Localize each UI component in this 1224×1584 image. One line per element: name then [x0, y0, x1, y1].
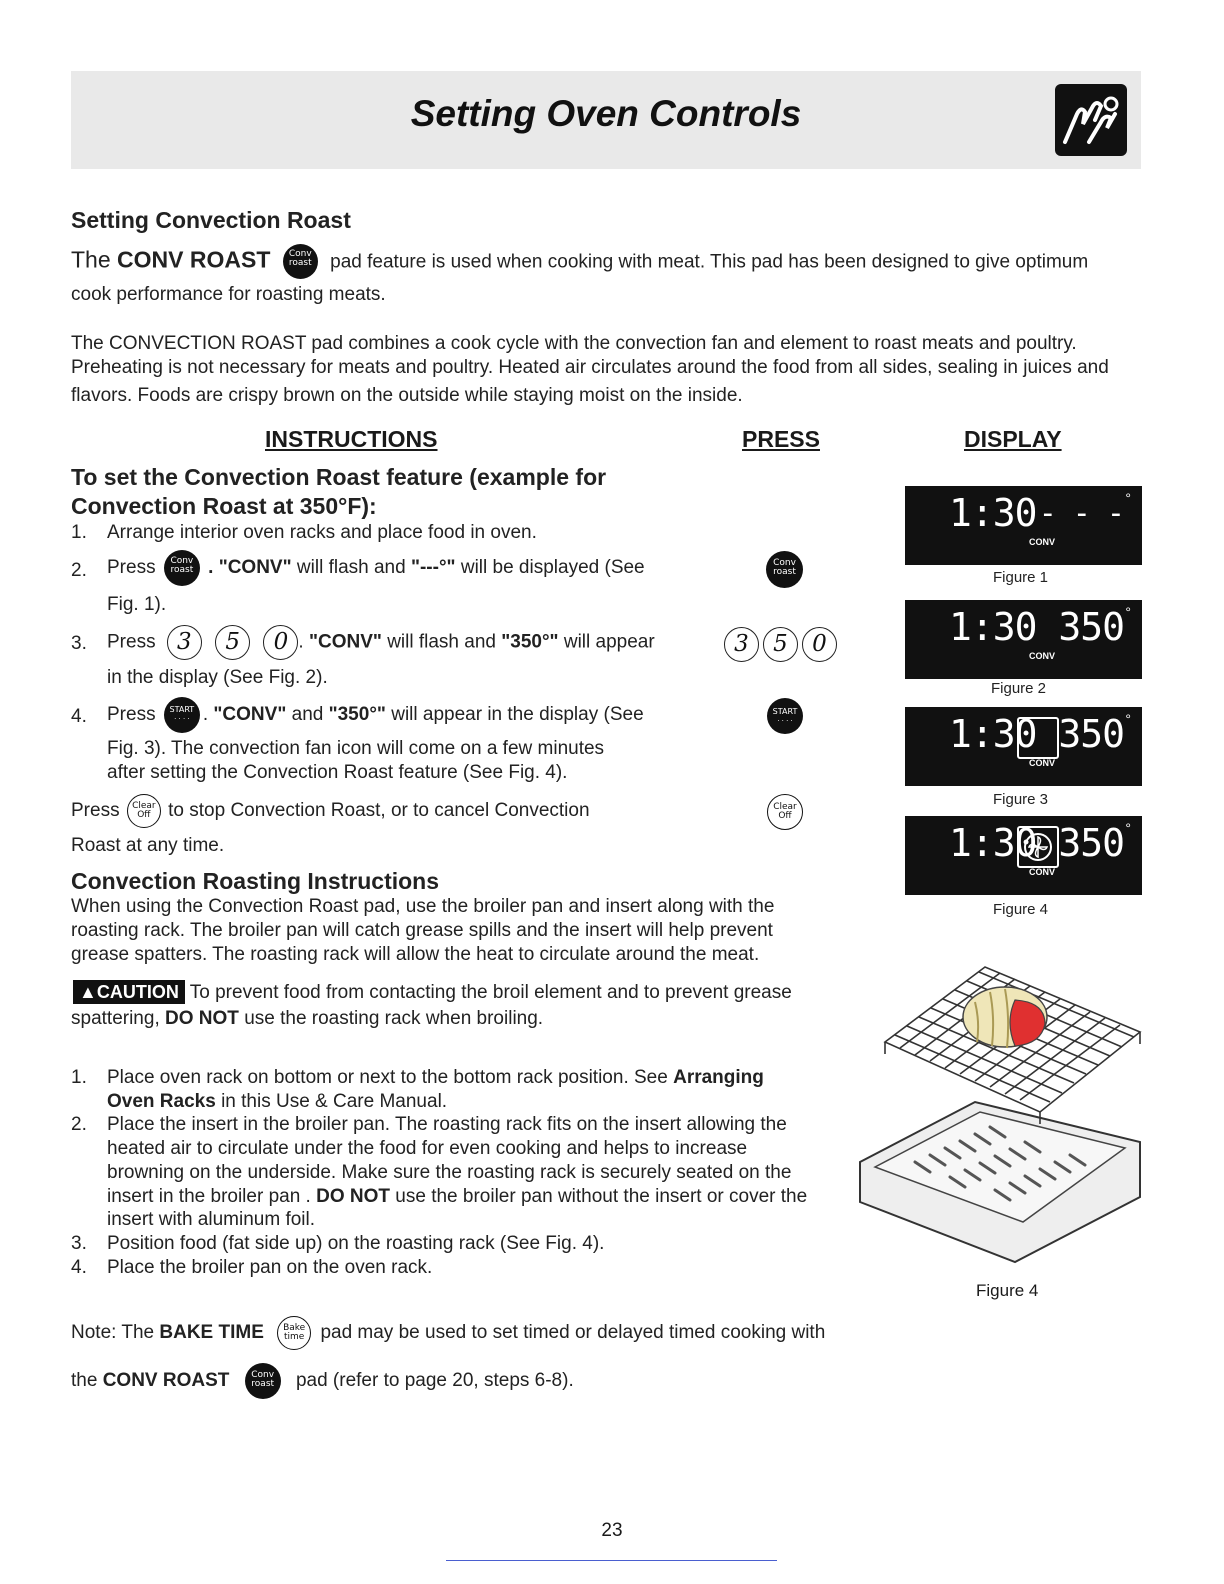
roasting-p-line3: grease spatters. The roasting rack will allow the heat to circulate around the meat. [71, 944, 760, 965]
caution-line2: spattering, DO NOT use the roasting rack when broiling. [71, 1008, 544, 1029]
figure-2-caption: Figure 2 [991, 680, 1047, 697]
start-pad-icon: START . . . . [164, 697, 200, 733]
step-4-line2: Fig. 3). The convection fan icon will come on a few minutes [107, 738, 605, 759]
conv-roast-pad-icon: Conv roast [164, 550, 200, 586]
broiler-pan-illustration [855, 962, 1145, 1274]
para2-line1: The CONVECTION ROAST pad combines a cook cycle with the convection fan and element to roast meats and poultry. [71, 333, 1077, 354]
section-title: Setting Convection Roast [71, 207, 351, 233]
step-4-number: 4. [71, 706, 87, 727]
figure-4-caption: Figure 4 [993, 901, 1049, 918]
inst-1-number: 1. [71, 1067, 87, 1088]
inst-2-line1: Place the insert in the broiler pan. The roasting rack fits on the insert allowing the [107, 1114, 787, 1135]
display-header: DISPLAY [964, 426, 1062, 452]
figure-3-caption: Figure 3 [993, 791, 1049, 808]
display-figure-2: 1:30 350 ° CONV [905, 600, 1142, 679]
bake-time-pad-icon: Bake time [277, 1316, 311, 1350]
inst-1-text: Place oven rack on bottom or next to the bottom rack position. See Arranging [107, 1067, 764, 1088]
inst-4-number: 4. [71, 1257, 87, 1278]
press-start-pad: START . . . . [767, 698, 803, 734]
display-figure-3: 1:30 350 ° CONV [905, 707, 1142, 786]
display-time: 1:30 [949, 821, 1037, 865]
conv-roast-pad-icon: Conv roast [245, 1363, 281, 1399]
step-2-text: Press Conv roast . "CONV" will flash and "---°" will be displayed (See [107, 550, 645, 586]
press-digits [724, 627, 837, 662]
conv-roast-pad-icon: Conv roast [283, 244, 318, 279]
press-header: PRESS [742, 426, 820, 452]
footer-link-rule [446, 1560, 777, 1561]
inst-2-number: 2. [71, 1114, 87, 1135]
display-temp: 350 [1058, 712, 1124, 756]
note-line1: Note: The BAKE TIME Bake time pad may be used to set timed or delayed timed cooking with [71, 1316, 825, 1350]
caution-badge: ▲CAUTION [73, 980, 185, 1004]
conv-roast-label: CONV ROAST [117, 246, 271, 273]
press-clear-off-pad: Clear Off [767, 794, 803, 830]
caution-line: ▲CAUTION To prevent food from contacting the broil element and to prevent grease [73, 980, 792, 1004]
digit-5-key: 5 [215, 625, 250, 660]
display-time: 1:30 [949, 712, 1037, 756]
inst-3-number: 3. [71, 1233, 87, 1254]
roasting-p-line1: When using the Convection Roast pad, use the broiler pan and insert along with the [71, 896, 775, 917]
step-3-text: Press 3 5 0 . "CONV" will flash and "350°" will appear [107, 625, 655, 660]
clear-off-pad-icon: Clear Off [127, 794, 161, 828]
display-mode-label: CONV [1029, 867, 1056, 877]
display-temp: 350 [1058, 821, 1124, 865]
intro-line2: cook performance for roasting meats. [71, 284, 386, 305]
roasting-title: Convection Roasting Instructions [71, 868, 440, 894]
convection-fan-icon [1017, 826, 1059, 868]
inst-1-line2: Oven Racks in this Use & Care Manual. [107, 1091, 448, 1112]
press-conv-roast-pad: Conv roast [766, 551, 803, 588]
para2-line2: Preheating is not necessary for meats and poultry. Heated air circulates around the food from all sides, sealing in juices and [71, 357, 1109, 378]
step-1-text: Arrange interior oven racks and place food in oven. [107, 522, 537, 543]
inst-4-text: Place the broiler pan on the oven rack. [107, 1257, 433, 1278]
step-3-line2: in the display (See Fig. 2). [107, 667, 328, 688]
digit-3-key: 3 [167, 625, 202, 660]
steps-heading-1: To set the Convection Roast feature (example for [71, 464, 607, 490]
figure-1-caption: Figure 1 [993, 569, 1049, 586]
display-mode-label: CONV [1029, 651, 1056, 661]
clear-line: Press Clear Off to stop Convection Roast, or to cancel Convection [71, 794, 590, 828]
step-3-number: 3. [71, 633, 87, 654]
display-figure-1: 1:30 - - - ° CONV [905, 486, 1142, 565]
display-temp: 350 [1058, 605, 1124, 649]
display-temp: - - - [1038, 496, 1124, 531]
inst-2-line4: insert in the broiler pan . DO NOT use the broiler pan without the insert or cover the [107, 1186, 808, 1207]
step-2-line2: Fig. 1). [107, 594, 167, 615]
digit-0-key: 0 [263, 625, 298, 660]
intro-prefix: The [71, 246, 118, 273]
inst-2-line3: browning on the underside. Make sure the roasting rack is securely seated on the [107, 1162, 792, 1183]
display-mode-label: CONV [1029, 537, 1056, 547]
intro-rest: pad feature is used when cooking with meat. This pad has been designed to give optimum [330, 251, 1089, 273]
page-title: Setting Oven Controls [410, 93, 802, 134]
hands-touch-icon [1055, 84, 1127, 156]
step-4-line3: after setting the Convection Roast feature (See Fig. 4). [107, 762, 568, 783]
display-time: 1:30 [949, 491, 1037, 535]
press-digit-3: 3 [724, 627, 759, 662]
step-4-text: Press START . . . . . "CONV" and "350°" will appear in the display (See [107, 697, 644, 733]
inst-2-line5: insert with aluminum foil. [107, 1209, 316, 1230]
press-digit-0: 0 [802, 627, 837, 662]
fan-icon-frame [1017, 717, 1059, 759]
steps-heading-2: Convection Roast at 350°F): [71, 493, 377, 519]
intro-line [71, 244, 1088, 279]
roasting-p-line2: roasting rack. The broiler pan will catch grease spills and the insert will help prevent [71, 920, 773, 941]
inst-3-text: Position food (fat side up) on the roasting rack (See Fig. 4). [107, 1233, 605, 1254]
step-2-number: 2. [71, 560, 87, 581]
page-number: 23 [601, 1520, 623, 1541]
note-line2: the CONV ROAST Conv roast pad (refer to page 20, steps 6-8). [71, 1363, 574, 1399]
inst-2-line2: heated air to circulate under the food for even cooking and helps to increase [107, 1138, 748, 1159]
instructions-header: INSTRUCTIONS [265, 426, 438, 452]
header-band [71, 71, 1141, 169]
display-time: 1:30 [949, 605, 1037, 649]
step-1-number: 1. [71, 522, 87, 543]
display-mode-label: CONV [1029, 758, 1056, 768]
para2-line3: flavors. Foods are crispy brown on the outside while staying moist on the inside. [71, 385, 743, 406]
display-figure-4: 1:30 350 ° CONV [905, 816, 1142, 895]
clear-line2: Roast at any time. [71, 835, 225, 856]
figure-4-illustration-caption: Figure 4 [976, 1281, 1039, 1300]
warning-icon: ▲ [79, 982, 97, 1002]
press-digit-5: 5 [763, 627, 798, 662]
